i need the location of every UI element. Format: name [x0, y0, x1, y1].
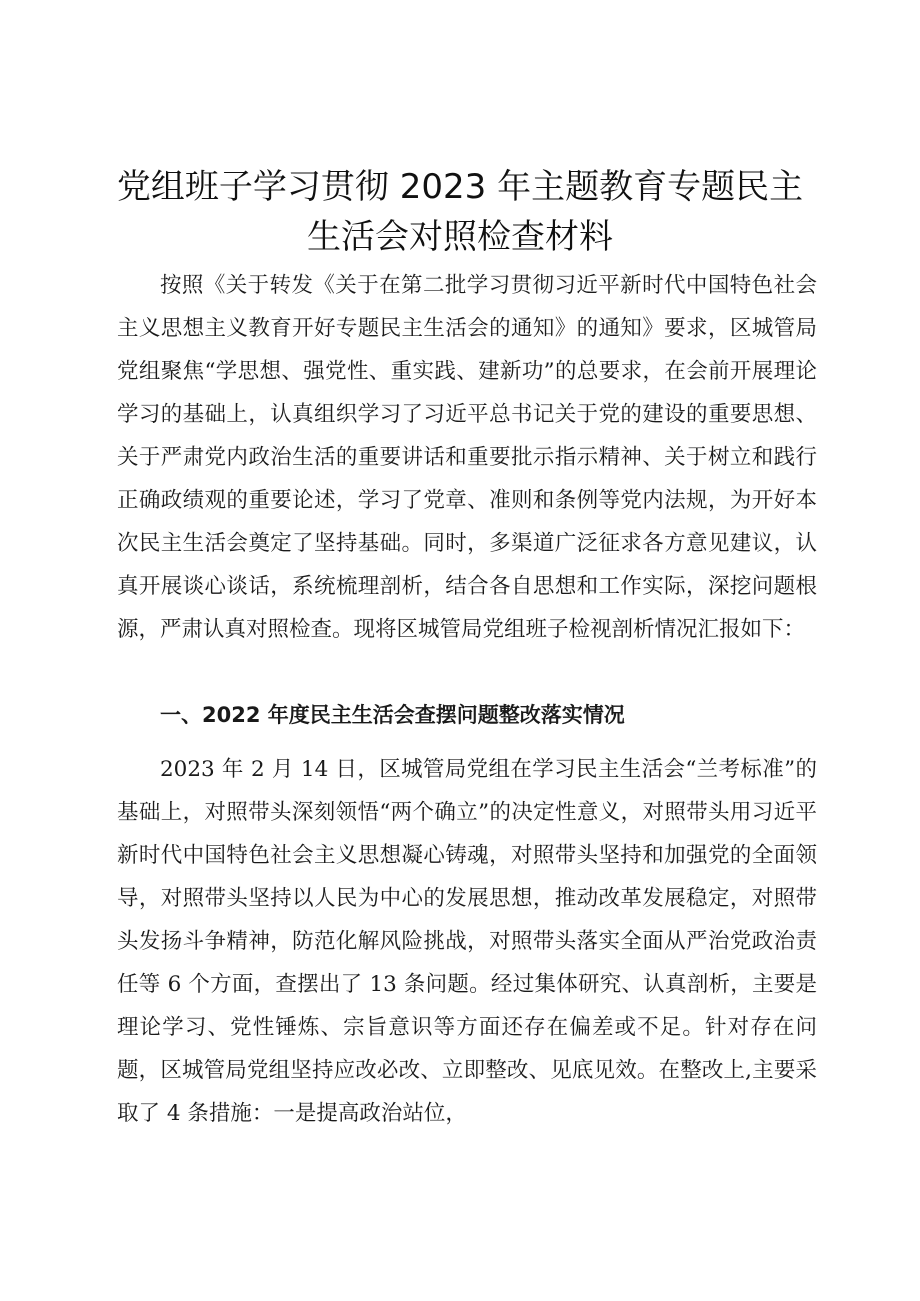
- section-heading-1: 一、2022 年度民主生活会查摆问题整改落实情况: [160, 703, 625, 727]
- intro-paragraph-block: [117, 264, 817, 651]
- intro-paragraph: 按照《关于转发《关于在第二批学习贯彻习近平新时代中国特色社会主义思想主义教育开好专题民主生活会的通知》的通知》要求，区城管局党组聚焦“学思想、强党性、重实践、建新功”的总要求，在会前开展理论学习的基础上，认真组织学习了习近平总书记关于党的建设的重要思想、关于严肃党内政治生活的重要讲话和重要批示指示精神、关于树立和践行正确政绩观的重要论述，学习了党章、准则和条例等党内法规，为开好本次民主生活会奠定了坚持基础。同时，多渠道广泛征求各方意见建议，认真开展谈心谈话，系统梳理剖析，结合各自思想和工作实际，深挖问题根源，严肃认真对照检查。现将区城管局党组班子检视剖析情况汇报如下：: [117, 273, 817, 642]
- document-title: [0, 162, 920, 262]
- title-line-1: 党组班子学习贯彻 2023 年主题教育专题民主: [116, 167, 804, 207]
- section1-paragraph-block: [117, 748, 817, 1135]
- title-line-2: 生活会对照检查材料: [307, 217, 613, 257]
- section1-paragraph: 2023 年 2 月 14 日，区城管局党组在学习民主生活会“兰考标准”的基础上，对照带头深刻领悟“两个确立”的决定性意义，对照带头用习近平新时代中国特色社会主义思想凝心铸魂，对照带头坚持和加强党的全面领导，对照带头坚持以人民为中心的发展思想，推动改革发展稳定，对照带头发扬斗争精神，防范化解风险挑战，对照带头落实全面从严治党政治责任等 6 个方面，查摆出了 13 条问题。经过集体研究、认真剖析，主要是理论学习、党性锤炼、宗旨意识等方面还存在偏差或不足。针对存在问题，区城管局党组坚持应改必改、立即整改、见底见效。在整改上,主要采取了 4 条措施：一是提高政治站位，: [117, 757, 817, 1126]
